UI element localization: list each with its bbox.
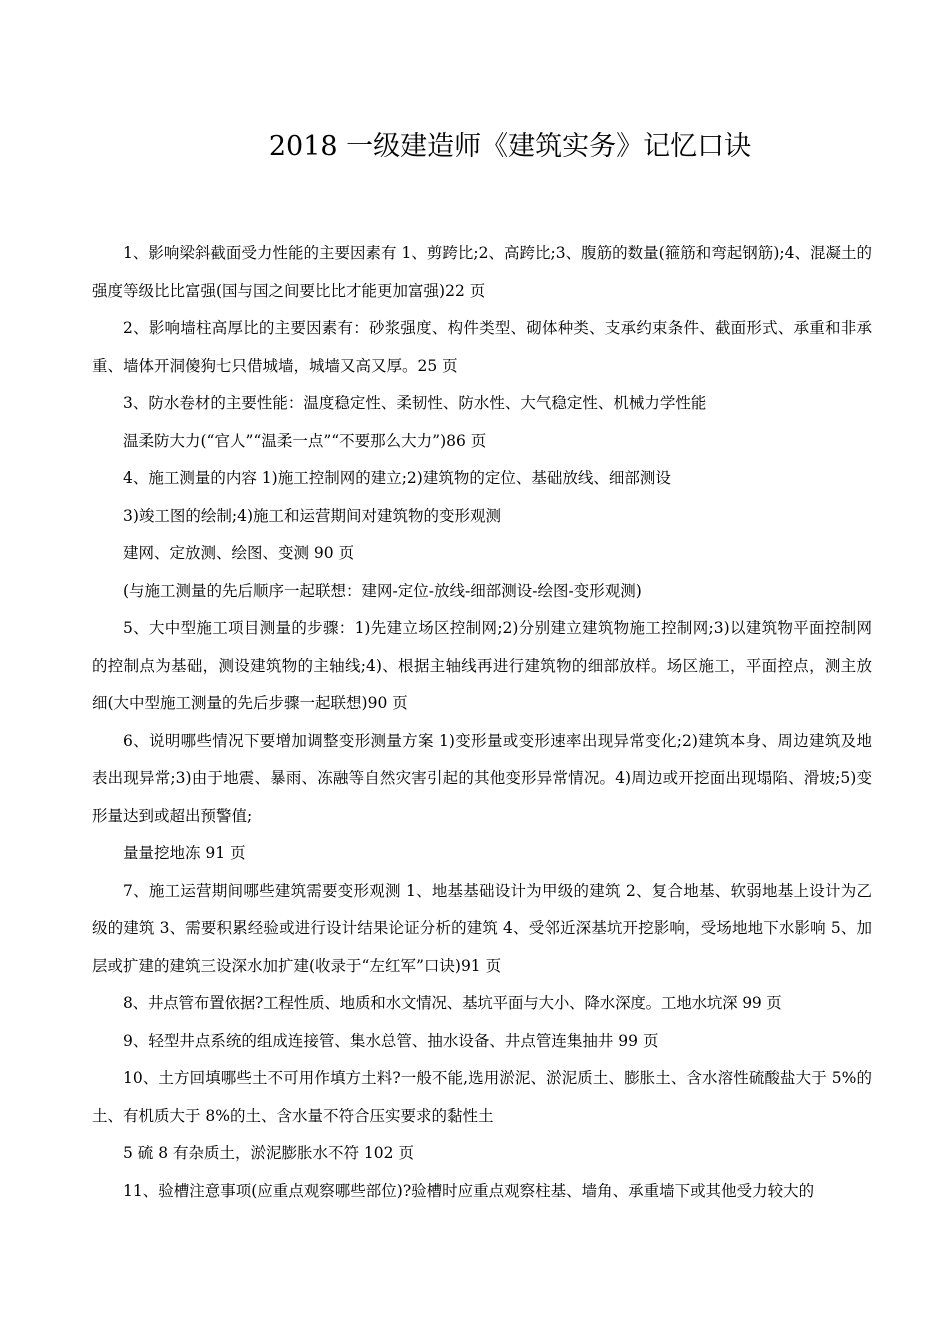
paragraph-6-mnemonic: 量量挖地冻 91 页 [123,844,246,862]
paragraph-11: 11、验槽注意事项(应重点观察哪些部位)?验槽时应重点观察柱基、墙角、承重墙下或其他受力较大的 [123,1181,815,1200]
paragraph-9: 9、轻型井点系统的组成连接管、集水总管、抽水设备、井点管连集抽井 99 页 [123,1031,659,1050]
paragraph-1: 1、影响梁斜截面受力性能的主要因素有 1、剪跨比;2、高跨比;3、腹筋的数量(箍筋和弯起钢筋);4、混凝土的强度等级比比富强(国与国之间要比比才能更加富强)22 页 [92,244,872,300]
paragraph-3-mnemonic: 温柔防大力(“官人”“温柔一点”“不要那么大力”)86 页 [123,431,487,450]
paragraph-2: 2、影响墙柱高厚比的主要因素有：砂浆强度、构件类型、砌体种类、支承约束条件、截面形式、承重和非承重、墙体开洞傻狗七只借城墙，城墙又高又厚。25 页 [92,319,872,375]
document-title: 2018 一级建造师《建筑实务》记忆口诀 [268,131,752,162]
paragraph-4-note: (与施工测量的先后顺序一起联想：建网-定位-放线-细部测设-绘图-变形观测) [123,581,642,600]
paragraph-4-mnemonic: 建网、定放测、绘图、变测 90 页 [123,544,355,562]
document-body [92,235,872,1210]
paragraph-3: 3、防水卷材的主要性能：温度稳定性、柔韧性、防水性、大气稳定性、机械力学性能 [123,394,707,412]
paragraph-10-mnemonic: 5 硫 8 有杂质土，淤泥膨胀水不符 102 页 [123,1144,414,1162]
paragraph-7: 7、施工运营期间哪些建筑需要变形观测 1、地基基础设计为甲级的建筑 2、复合地基、软弱地基上设计为乙级的建筑 3、需要积累经验或进行设计结果论证分析的建筑 4、受邻近深基坑开挖影响，受场地地下水影响 5、加层或扩建的建筑三设深水加扩建(收录于“左红军”口诀)91 页 [92,881,872,975]
paragraph-6: 6、说明哪些情况下要增加调整变形测量方案 1)变形量或变形速率出现异常变化;2)建筑本身、周边建筑及地表出现异常;3)由于地震、暴雨、冻融等自然灾害引起的其他变形异常情况。4)周边或开挖面出现塌陷、滑坡;5)变形量达到或超出预警值; [92,731,872,825]
paragraph-4-continued: 3)竣工图的绘制;4)施工和运营期间对建筑物的变形观测 [123,506,502,525]
paragraph-5: 5、大中型施工项目测量的步骤：1)先建立场区控制网;2)分别建立建筑物施工控制网;3)以建筑物平面控制网的控制点为基础，测设建筑物的主轴线;4)、根据主轴线再进行建筑物的细部放样。场区施工，平面控点，测主放细(大中型施工测量的先后步骤一起联想)90 页 [92,619,872,712]
paragraph-8: 8、井点管布置依据?工程性质、地质和水文情况、基坑平面与大小、降水深度。工地水坑深 99 页 [123,994,782,1012]
paragraph-4: 4、施工测量的内容 1)施工控制网的建立;2)建筑物的定位、基础放线、细部测设 [123,469,671,487]
paragraph-10: 10、土方回填哪些土不可用作填方土料?一般不能,选用淤泥、淤泥质土、膨胀土、含水溶性硫酸盐大于 5%的土、有机质大于 8%的土、含水量不符合压实要求的黏性土 [92,1069,872,1125]
